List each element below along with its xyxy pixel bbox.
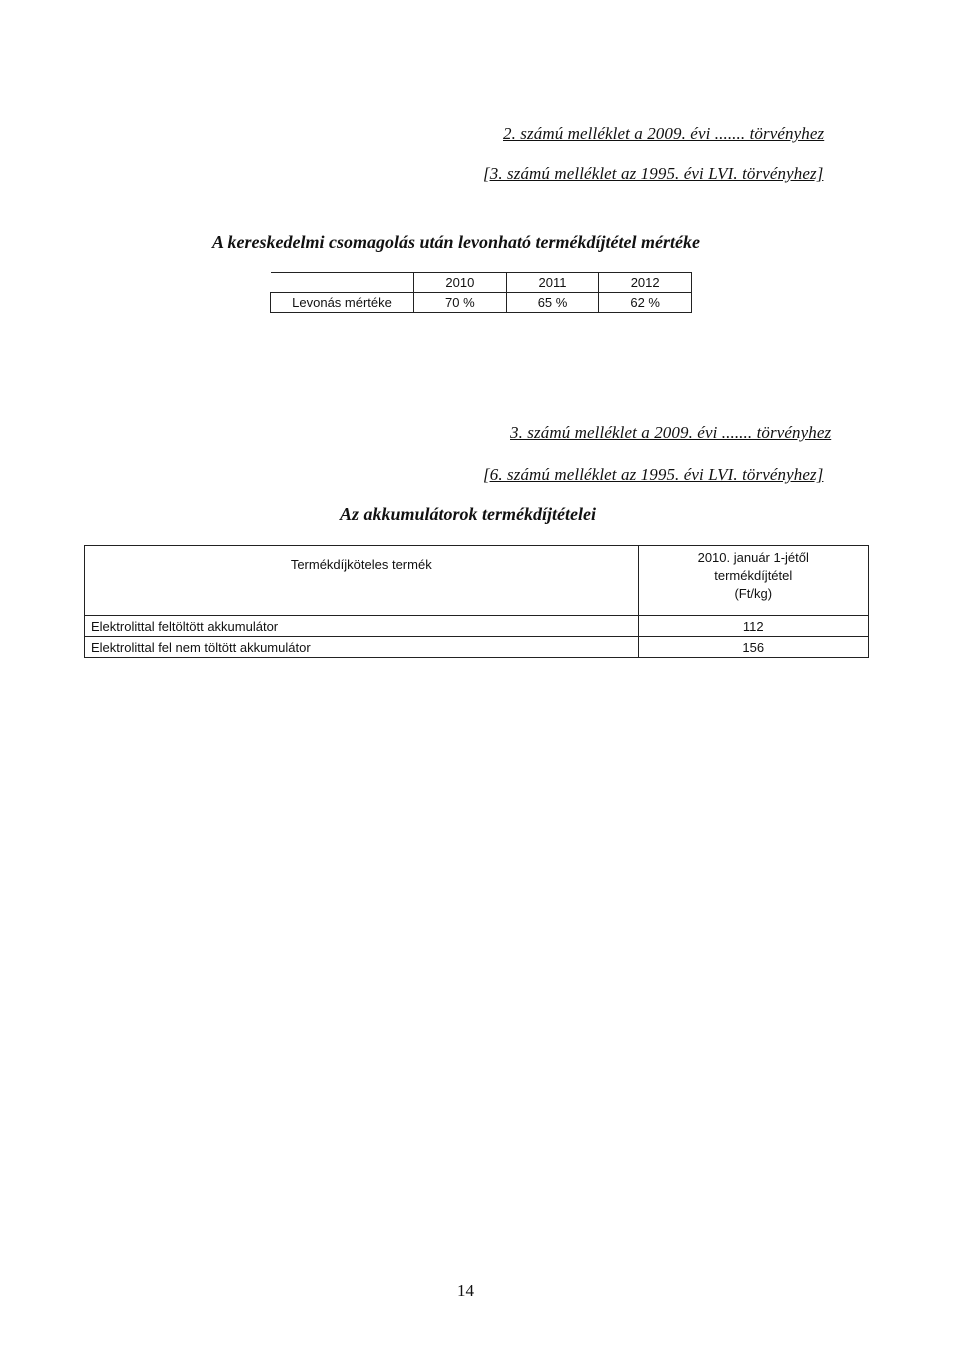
table-row xyxy=(271,273,692,293)
table-empty-corner xyxy=(271,273,414,293)
deduction-rate-table xyxy=(270,272,692,313)
fee-header-line: (Ft/kg) xyxy=(734,586,773,601)
table-row xyxy=(271,293,692,313)
table-cell: 65 % xyxy=(506,293,599,313)
annex-original-reference-line: [3. számú melléklet az 1995. évi LVI. törvényhez] xyxy=(483,164,824,183)
section-title-batteries: Az akkumulátorok termékdíjtételei xyxy=(340,504,596,524)
year-header: 2010 xyxy=(414,273,507,293)
product-name-cell: Elektrolittal feltöltött akkumulátor xyxy=(85,616,639,637)
product-name-cell: Elektrolittal fel nem töltött akkumulátor xyxy=(85,637,639,658)
table-row xyxy=(85,637,869,658)
table-row xyxy=(85,546,869,616)
section-title-packaging: A kereskedelmi csomagolás után levonható termékdíjtétel mértéke xyxy=(212,232,700,252)
fee-header-line: termékdíjtétel xyxy=(714,568,793,583)
year-header: 2011 xyxy=(506,273,599,293)
table-row xyxy=(85,616,869,637)
table-cell: 70 % xyxy=(414,293,507,313)
annex-reference-line: 2. számú melléklet a 2009. évi ....... törvényhez xyxy=(503,124,825,143)
battery-fee-table xyxy=(84,545,869,658)
fee-value-cell: 112 xyxy=(638,616,868,637)
annex-original-reference-line: [6. számú melléklet az 1995. évi LVI. törvényhez] xyxy=(483,465,824,484)
table-cell: 62 % xyxy=(599,293,692,313)
fee-value-cell: 156 xyxy=(638,637,868,658)
year-header: 2012 xyxy=(599,273,692,293)
page-number: 14 xyxy=(457,1281,474,1300)
column-header-fee xyxy=(638,546,868,616)
row-label: Levonás mértéke xyxy=(271,293,414,313)
fee-header-line: 2010. január 1-jétől xyxy=(697,550,809,565)
column-header-product: Termékdíjköteles termék xyxy=(85,546,639,616)
annex-reference-line: 3. számú melléklet a 2009. évi ....... törvényhez xyxy=(510,423,832,442)
